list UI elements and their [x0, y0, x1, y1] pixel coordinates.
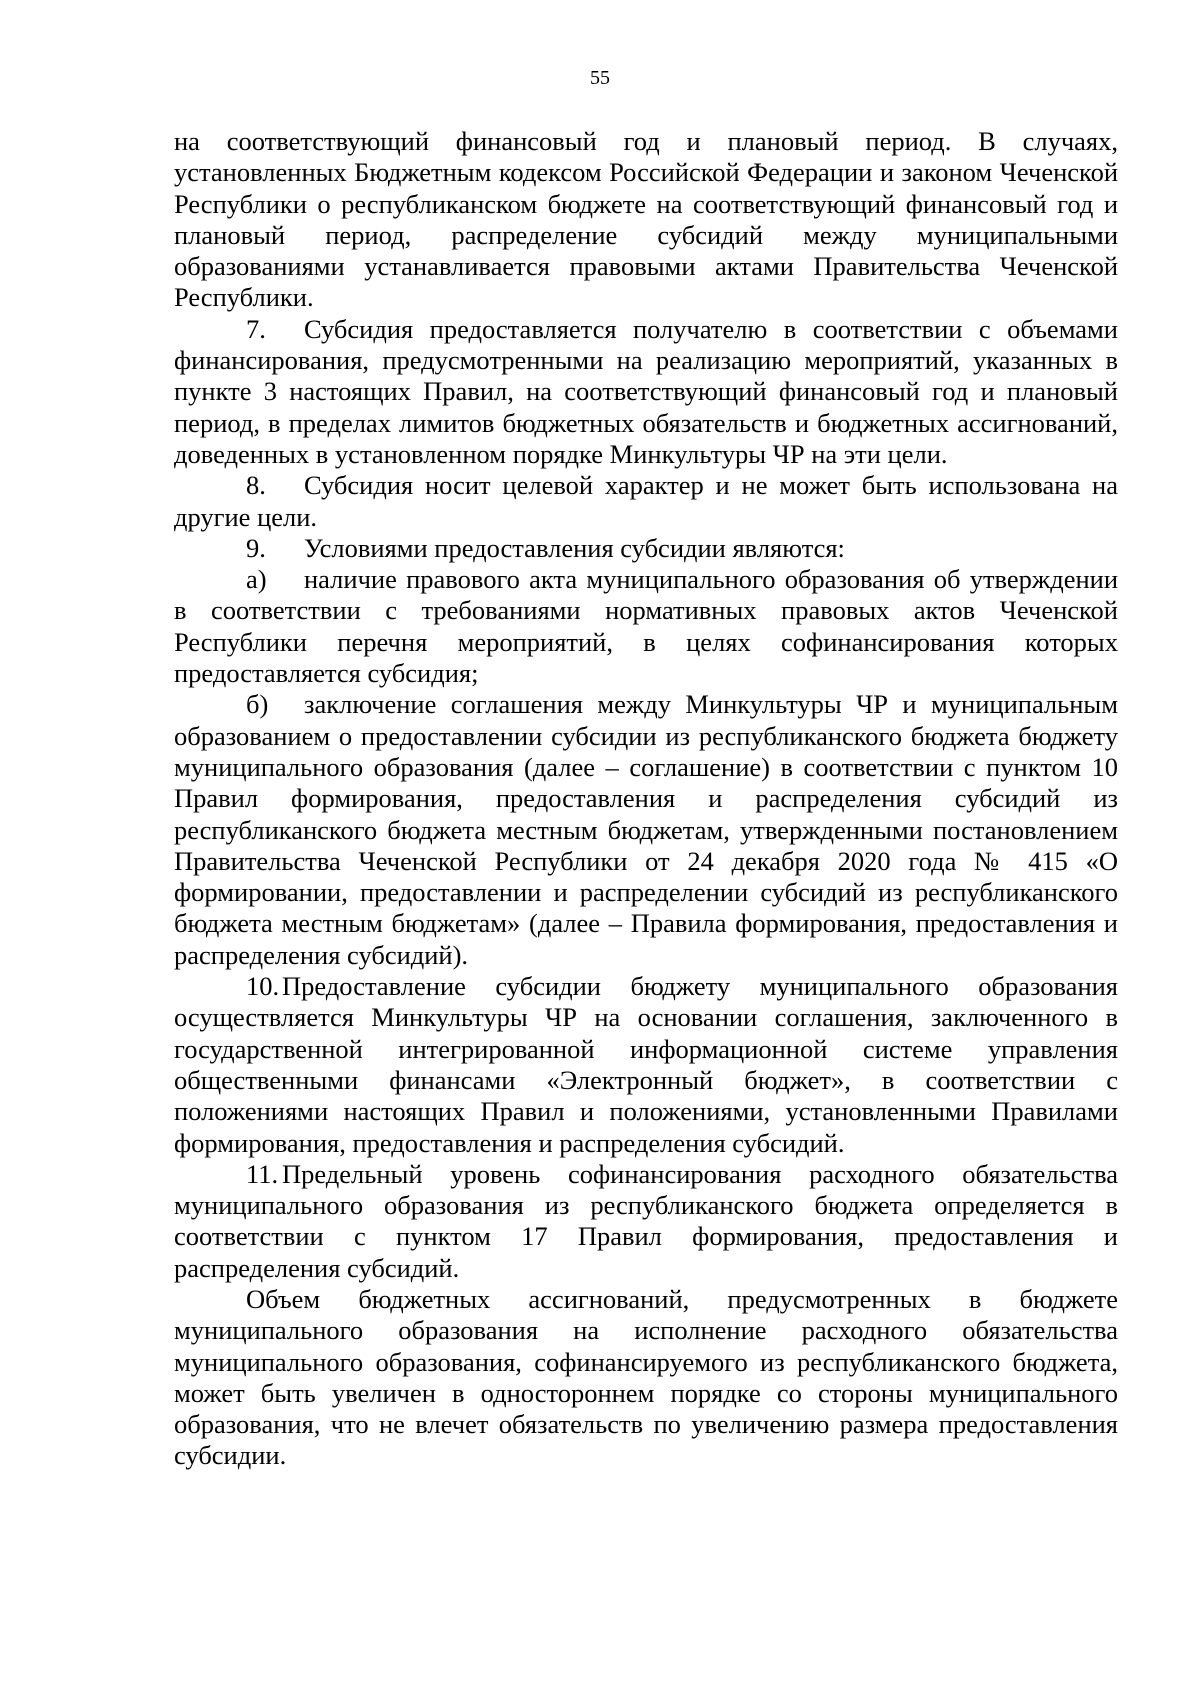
- paragraph-7-number: 7.: [246, 313, 266, 344]
- paragraph-11-text: Предельный уровень софинансирования расходного обязательства муниципального образования из республиканского бюджета определяется в соответствии с пунктом 17 Правил формирования, предоставления и распределения субсидий.: [174, 1158, 1118, 1283]
- paragraph-10: [174, 971, 1118, 1159]
- paragraph-8: [174, 470, 1118, 533]
- paragraph-8-number: 8.: [246, 470, 266, 501]
- paragraph-volume: Объем бюджетных ассигнований, предусмотренных в бюджете муниципального образования на исполнение расходного обязательства муниципального образования, софинансируемого из республиканского бюджета, может быть увеличен в одностороннем порядке со стороны муниципального образования, что не влечет обязательств по увеличению размера предоставления субсидии.: [174, 1283, 1118, 1471]
- subparagraph-b-letter: б): [246, 689, 269, 720]
- document-body: [174, 126, 1118, 1472]
- paragraph-9: [174, 533, 1118, 564]
- paragraph-7-text: Субсидия предоставляется получателю в соответствии с объемами финансирования, предусмотренными на реализацию мероприятий, указанных в пункте 3 настоящих Правил, на соответствующий финансовый год и плановый период, в пределах лимитов бюджетных обязательств и бюджетных ассигнований, доведенных в установленном порядке Минкультуры ЧР на эти цели.: [174, 313, 1118, 469]
- paragraph-7: [174, 314, 1118, 470]
- page-number: 55: [590, 67, 610, 89]
- paragraph-10-number: 10.: [246, 971, 280, 1002]
- paragraph-11: [174, 1159, 1118, 1284]
- subparagraph-a-text: наличие правового акта муниципального образования об утверждении в соответствии с требованиями нормативных правовых актов Чеченской Республики перечня мероприятий, в целях софинансирования которых предоставляется субсидия;: [174, 564, 1118, 689]
- paragraph-11-number: 11.: [246, 1158, 279, 1189]
- subparagraph-a: [174, 564, 1118, 689]
- paragraph-continuation: на соответствующий финансовый год и плановый период. В случаях, установленных Бюджетным кодексом Российской Федерации и законом Чеченской Республики о республиканском бюджете на соответствующий финансовый год и плановый период, распределение субсидий между муниципальными образованиями устанавливается правовыми актами Правительства Чеченской Республики.: [174, 126, 1118, 313]
- paragraph-8-text: Субсидия носит целевой характер и не может быть использована на другие цели.: [174, 470, 1118, 532]
- subparagraph-b-text: заключение соглашения между Минкультуры ЧР и муниципальным образованием о предоставлении субсидии из республиканского бюджета бюджету муниципального образования (далее – соглашение) в соответствии с пунктом 10 Правил формирования, предоставления и распределения субсидий из республиканского бюджета местным бюджетам, утвержденными постановлением Правительства Чеченской Республики от 24 декабря 2020 года № 415 «О формировании, предоставлении и распределении субсидий из республиканского бюджета местным бюджетам» (далее – Правила формирования, предоставления и распределения субсидий).: [174, 689, 1118, 970]
- subparagraph-a-letter: а): [246, 564, 267, 595]
- subparagraph-b: [174, 689, 1118, 971]
- paragraph-9-number: 9.: [246, 532, 266, 563]
- paragraph-9-text: Условиями предоставления субсидии являются:: [304, 532, 845, 563]
- paragraph-10-text: Предоставление субсидии бюджету муниципального образования осуществляется Минкультуры ЧР на основании соглашения, заключенного в государственной интегрированной информационной системе управления общественными финансами «Электронный бюджет», в соответствии с положениями настоящих Правил и положениями, установленными Правилами формирования, предоставления и распределения субсидий.: [174, 971, 1118, 1158]
